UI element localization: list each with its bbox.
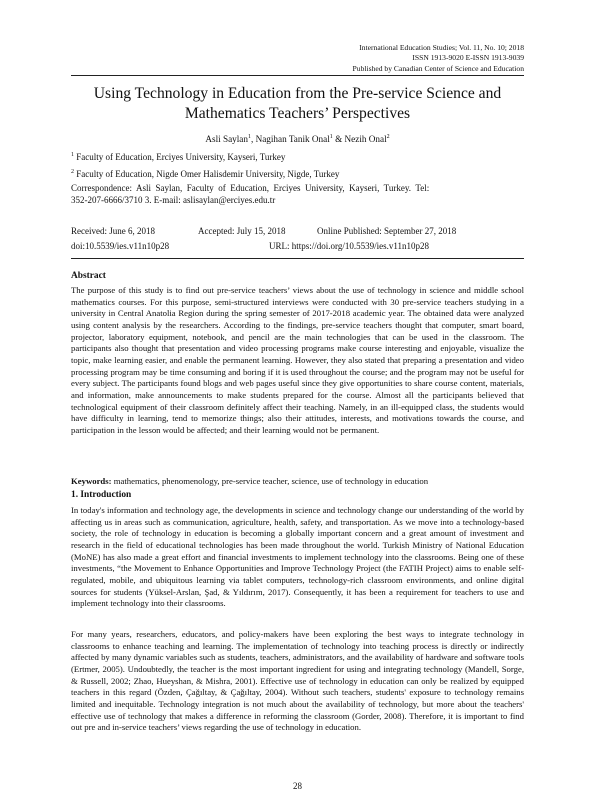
abstract-heading: Abstract (71, 271, 106, 281)
introduction-heading: 1. Introduction (71, 490, 132, 500)
correspondence (71, 182, 524, 206)
paper-title-line-1: Using Technology in Education from the Pre-service Science and (93, 85, 502, 102)
journal-publisher: Published by Canadian Center of Science and Education (352, 63, 524, 73)
author-3: Nezih Onal (344, 134, 387, 145)
affiliation-2-text: Faculty of Education, Nigde Omer Halisdemir University, Nigde, Turkey (76, 169, 340, 179)
article-url: URL: https://doi.org/10.5539/ies.v11n10p28 (269, 241, 430, 252)
date-online: Online Published: September 27, 2018 (317, 226, 457, 236)
introduction-paragraph-1: In today's information and technology age, the developments in science and technology change our understanding of the world by affecting us in areas such as communication, agriculture, health, safety, and transportation. As we move into a technology-based society, the role of technology in education is becoming a globally important concern and a great amount of investment and research in the field of educational technologies has been made throughout the world. Turkish Ministry of National Education (MoNE) has also made a great effort and financial investments to implement technology into the classrooms. Being one of these investments, “the Movement to Enhance Opportunities and Improve Technology Project (the FATIH Project) aims to enable self-regulated, mobile, and ubiquitous learning via tablet computers, technology-rich classroom environments, and online digital sources for students (Yüksel-Arslan, Şad, & Yıldırım, 2017). Consequently, it has been a requirement for teachers to use and implement technology into their classrooms. (71, 505, 524, 609)
author-1-affil: 1 (247, 134, 251, 140)
journal-issn: ISSN 1913-9020 E-ISSN 1913-9039 (412, 53, 524, 63)
affiliation-2 (71, 166, 524, 180)
header-rule (71, 75, 524, 76)
affiliation-2-number: 2 (71, 169, 74, 175)
abstract-text: The purpose of this study is to find out pre-service teachers’ views about the use of technology in science and middle school mathematics courses. For this purpose, semi-structured interviews were conducted with 30 pre-service teachers studying in a university in Central Anatolia Region during the spring semester of 2017-2018 academic year. The obtained data were analyzed using content analysis by the researchers. According to the findings, pre-service teachers thought that computer, smart board, projector, laboratory equipment, notebook, and pencil are the main technologies that can be used in the classroom. The participants also thought that presentation and video processing programs make course interesting and enjoyable, visualize the topic, make learning easier, and enable the permanent learning. However, they also stated that preparing a presentation and video processing program may be time consuming and boring if it is used throughout the course; and the program may not be useful for every subject. The participants found blogs and web pages useful since they give opportunities to share course content, materials, and information, make announcements to make students prepared for the course. Almost all the participants believed that technological equipment of their classroom definitely affect their teaching. Namely, in an ill-equipped class, the students would have difficulty in learning, tend to memorize things; also their attitudes, interests, and motivations towards the course, and participation in the lesson would be affected; and their learning would not be permanent. (71, 285, 524, 435)
doi: doi:10.5539/ies.v11n10p28 (71, 241, 170, 252)
paper-title (71, 84, 524, 123)
publication-dates (71, 225, 524, 252)
author-2-affil: 1 (329, 134, 333, 140)
author-separator: & (332, 134, 345, 145)
date-accepted: Accepted: July 15, 2018 (198, 226, 286, 236)
section-rule (71, 258, 524, 259)
journal-citation: International Education Studies; Vol. 11, No. 10; 2018 (359, 43, 524, 52)
journal-header (353, 43, 524, 74)
author-list (71, 131, 524, 145)
author-separator: , (250, 134, 256, 145)
date-received: Received: June 6, 2018 (71, 226, 155, 236)
paper-title-line-2: Mathematics Teachers’ Perspectives (184, 104, 411, 122)
author-1: Asli Saylan (205, 134, 248, 145)
keywords (71, 476, 524, 488)
keywords-text: mathematics, phenomenology, pre-service teacher, science, use of technology in education (111, 476, 429, 486)
introduction-paragraph-2: For many years, researchers, educators, and policy-makers have been exploring the best ways to integrate technology in classrooms to enhance teaching and learning. The implementation of technology into teaching process is directly or indirectly affected by many dynamic variables such as students, teachers, administrators, and the availability of hardware and software tools (Ertmer, 2005). Undoubtedly, the teacher is the most important ingredient for using and integrating technology (Mandell, Sorge, & Russell, 2002; Zhao, Hueyshan, & Mishra, 2001). Effective use of technology in education can only be realized by equipped teachers in this regard (Özden, Çağıltay, & Çağıltay, 2004). Without such teachers, students' exposure to technology remains limited and inequitable. Technology integration is not much about the availability of technology, but more about the teachers' effective use of technology that makes a difference in reforming the classroom (Gorder, 2008). Therefore, it is important to find out pre and in-service teachers’ views regarding the use of technology in education. (71, 629, 524, 733)
affiliation-1-text: Faculty of Education, Erciyes University, Kayseri, Turkey (76, 152, 286, 162)
page-number: 28 (293, 781, 302, 791)
affiliation-1 (71, 149, 524, 163)
affiliation-1-number: 1 (71, 152, 74, 158)
keywords-label: Keywords: (71, 476, 112, 486)
author-2: Nagihan Tanik Onal (255, 134, 330, 145)
correspondence-line-2: 352-207-6666/3710 3. E-mail: aslisaylan@erciyes.edu.tr (71, 195, 276, 206)
correspondence-line-1: Correspondence: Asli Saylan, Faculty of Education, Erciyes University, Kayseri, Turkey. Tel: (71, 183, 430, 193)
author-3-affil: 2 (386, 134, 390, 140)
